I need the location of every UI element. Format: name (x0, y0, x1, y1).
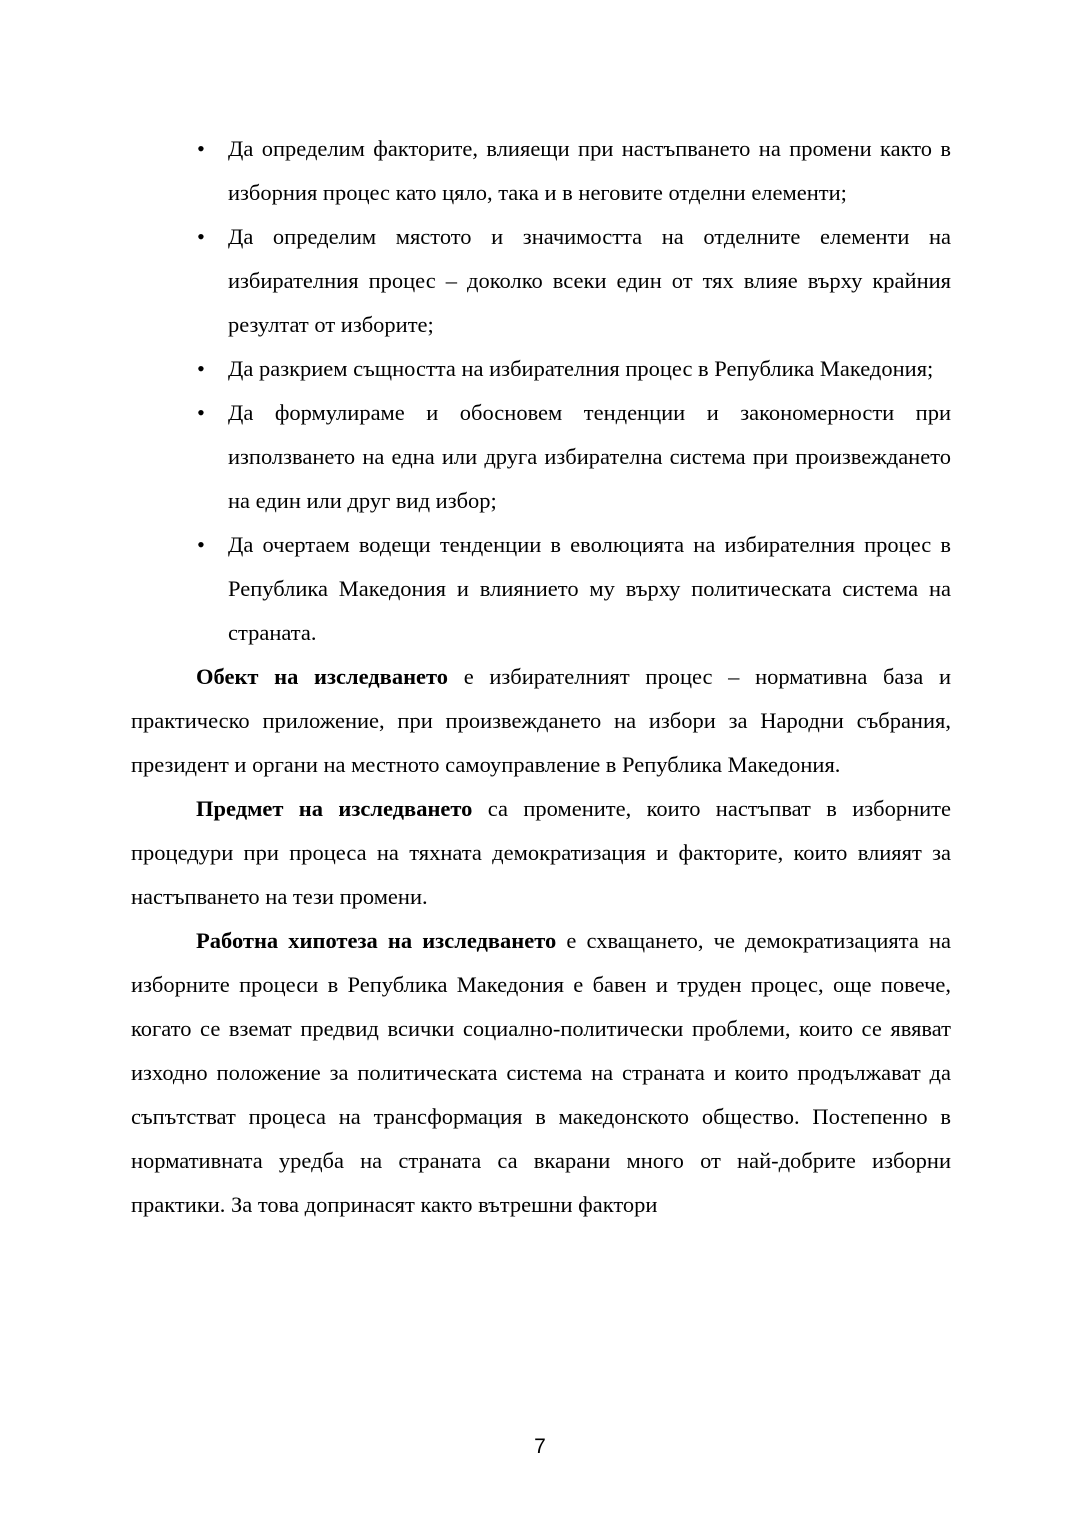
list-item-text: Да определим факторите, влияещи при настъпването на промени както в изборния процес като цяло, така и в неговите отделни елементи; (228, 136, 951, 205)
document-body (131, 127, 951, 1227)
list-item (131, 347, 951, 391)
bullet-icon: • (197, 136, 205, 161)
page-number: 7 (534, 1435, 546, 1458)
bullet-icon: • (197, 356, 205, 381)
paragraph-hypothesis (131, 919, 951, 1227)
bullet-icon: • (197, 224, 205, 249)
list-item (131, 523, 951, 655)
list-item-text: Да очертаем водещи тенденции в еволюцията на избирателния процес в Република Македония и влиянието му върху политическата система на страната. (228, 532, 951, 645)
paragraph-text: са промените, които настъпват в изборните процедури при процеса на тяхната демократизация и факторите, които влияят за настъпването на тези промени. (131, 796, 951, 909)
bullet-icon: • (197, 532, 205, 557)
paragraph-heading: Обект на изследването (196, 664, 449, 689)
paragraph-text: е избирателният процес – нормативна база и практическо приложение, при произвеждането на избори за Народни събрания, президент и органи на местното самоуправление в Република Македония. (131, 664, 951, 777)
bullet-icon: • (197, 400, 205, 425)
list-item-text: Да определим мястото и значимостта на отделните елементи на избирателния процес – доколко всеки един от тях влияе върху крайния резултат от изборите; (228, 224, 951, 337)
paragraph-object (131, 655, 951, 787)
paragraph-heading: Работна хипотеза на изследването (196, 928, 557, 953)
paragraph-subject (131, 787, 951, 919)
objectives-list (131, 127, 951, 655)
list-item (131, 391, 951, 523)
list-item (131, 215, 951, 347)
paragraph-text: е схващането, че демократизацията на изборните процеси в Република Македония е бавен и труден процес, още повече, когато се вземат предвид всички социално-политически проблеми, които се явяват изходно положение за политическата система на страната и които продължават да съпътстват процеса на трансформация в македонското общество. Постепенно в нормативната уредба на страната са вкарани много от най-добрите изборни практики. За това допринасят както вътрешни фактори (131, 928, 951, 1217)
list-item-text: Да формулираме и обосновем тенденции и закономерности при използването на една или друга избирателна система при произвеждането на един или друг вид избор; (228, 400, 951, 513)
paragraph-heading: Предмет на изследването (196, 796, 473, 821)
list-item-text: Да разкрием същността на избирателния процес в Република Македония; (228, 356, 934, 381)
list-item (131, 127, 951, 215)
